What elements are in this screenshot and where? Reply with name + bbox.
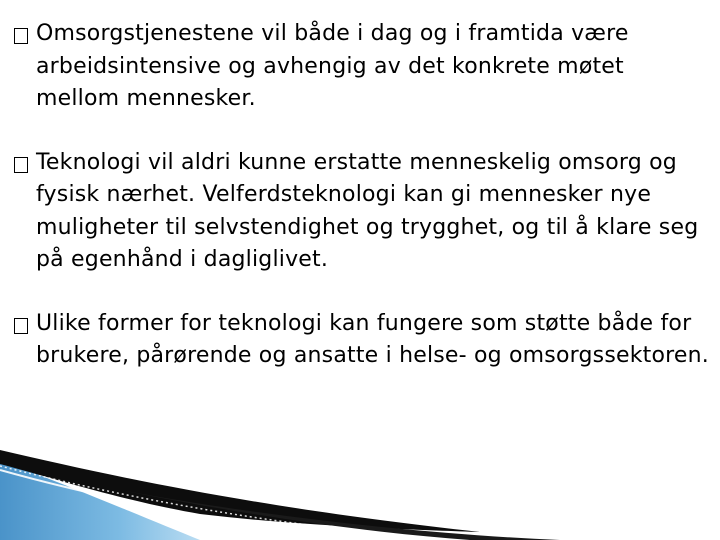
bullet-item-technology	[14, 147, 714, 277]
bullet-item-care-services	[14, 18, 714, 116]
square-bullet-icon	[14, 157, 28, 173]
square-bullet-icon	[14, 28, 28, 44]
square-bullet-icon	[14, 318, 28, 334]
bullet-text: Ulike former for teknologi kan fungere som støtte både for brukere, pårørende og ansatte i helse- og omsorgssektoren.	[36, 310, 709, 368]
decorative-swoosh	[0, 450, 720, 540]
bullet-text: Teknologi vil aldri kunne erstatte menneskelig omsorg og fysisk nærhet. Velferdsteknologi kan gi mennesker nye muligheter til selvstendighet og trygghet, og til å klare seg på egenhånd i dagliglivet.	[36, 149, 699, 272]
bullet-list	[14, 18, 714, 373]
bullet-item-support	[14, 308, 714, 373]
bullet-text: Omsorgstjenestene vil både i dag og i framtida være arbeidsintensive og avhengig av det konkrete møtet mellom mennesker.	[36, 21, 629, 111]
